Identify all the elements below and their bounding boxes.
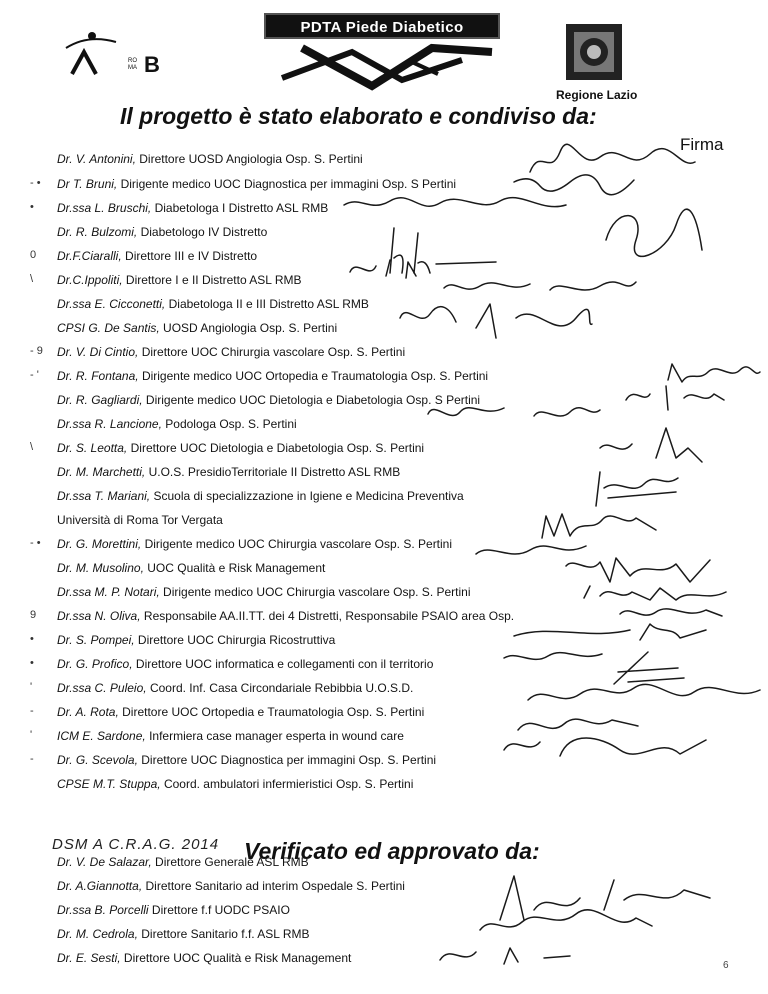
contributor-line [57, 657, 433, 671]
roma-small-text: RO MA [128, 58, 137, 71]
contributor-name: Dr. R. Gagliardi, [57, 393, 143, 407]
contributor-role: U.O.S. PresidioTerritoriale II Distretto ASL RMB [148, 465, 401, 479]
contributor-line [57, 561, 325, 575]
contributor-line [57, 465, 400, 479]
contributor-role: Dirigente medico UOC Dietologia e Diabetologia Osp. S Pertini [145, 393, 481, 407]
contributor-line [57, 585, 471, 599]
contributor-line [57, 705, 424, 719]
signature-desantis [396, 298, 596, 348]
approver-name: Dr.ssa B. Porcelli [57, 903, 149, 917]
contributor-line [57, 681, 413, 695]
margin-mark: • [30, 633, 34, 645]
contributor-line [57, 417, 297, 431]
contributor-role: Direttore UOC Diagnostica per immagini Osp. S. Pertini [141, 753, 437, 767]
contributor-name: CPSE M.T. Stuppa, [57, 777, 161, 791]
contributor-name: Dr. M. Musolino, [57, 561, 144, 575]
firma-label: Firma [680, 135, 724, 154]
approver-line [57, 855, 309, 869]
contributor-role: Direttore III e IV Distretto [125, 249, 258, 263]
margin-mark: \ [30, 273, 34, 285]
contributor-role: Direttore UOSD Angiologia Osp. S. Pertini [139, 152, 363, 166]
signature-sardone [524, 678, 764, 712]
approver-line [57, 951, 351, 965]
contributor-name: Dr. G. Scevola, [57, 753, 138, 767]
contributor-name: Dr. V. Di Cintio, [57, 345, 139, 359]
contributor-name: Dr. G. Morettini, [57, 537, 142, 551]
signature-stuppa [500, 726, 710, 766]
contributor-role: Scuola di specializzazione in Igiene e Medicina Preventiva [153, 489, 464, 503]
approver-name: Dr. M. Cedrola, [57, 927, 138, 941]
margin-mark: - • [30, 537, 41, 549]
signature-cedrola [476, 906, 656, 942]
contributor-name: Dr.F.Ciaralli, [57, 249, 122, 263]
contributor-role: Podologa Osp. S. Pertini [165, 417, 297, 431]
contributor-line [57, 633, 335, 647]
contributor-role: Dirigente medico UOC Chirurgia vascolare Osp. S. Pertini [144, 537, 453, 551]
contributor-line [57, 729, 404, 743]
approver-role: Direttore Sanitario f.f. ASL RMB [141, 927, 310, 941]
contributor-name: Dr.ssa E. Cicconetti, [57, 297, 166, 311]
regione-lazio-emblem [560, 18, 628, 86]
contributor-role: UOSD Angiologia Osp. S. Pertini [163, 321, 338, 335]
contributor-name: Dr.C.Ippoliti, [57, 273, 123, 287]
contributor-role: Diabetologa I Distretto ASL RMB [154, 201, 329, 215]
contributor-role: Direttore I e II Distretto ASL RMB [125, 273, 302, 287]
section-title-approved: Verificato ed approvato da: [244, 838, 540, 864]
contributor-line [57, 441, 424, 455]
contributor-line [57, 152, 363, 166]
contributor-role: Direttore UOC informatica e collegamenti con il territorio [135, 657, 434, 671]
running-figures-logo [262, 8, 502, 94]
logo-b: B [144, 52, 160, 77]
signature-lancione [424, 400, 604, 428]
contributor-name: Dr T. Bruni, [57, 177, 118, 191]
contributor-role: Direttore UOC Chirurgia Ricostruttiva [137, 633, 336, 647]
signature-profico [510, 620, 710, 646]
contributor-name: Dr. S. Leotta, [57, 441, 128, 455]
margin-mark: - • [30, 177, 41, 189]
contributor-role: Coord. Inf. Casa Circondariale Rebibbia U.O.S.D. [149, 681, 414, 695]
contributor-role: Direttore UOC Dietologia e Diabetologia Osp. S. Pertini [130, 441, 425, 455]
contributor-name: Dr.ssa C. Puleio, [57, 681, 147, 695]
signature-bruni [510, 172, 640, 194]
signature-notari [560, 552, 720, 586]
contributor-name: Dr. V. Antonini, [57, 152, 136, 166]
margin-mark: - ' [30, 369, 39, 381]
contributor-role: Infermiera case manager esperta in wound care [149, 729, 404, 743]
margin-mark: \ [30, 441, 34, 453]
contributor-line [57, 321, 337, 335]
approver-line [57, 879, 405, 893]
contributor-name: Dr.ssa R. Lancione, [57, 417, 162, 431]
contributor-role: Direttore UOC Chirurgia vascolare Osp. S. Pertini [141, 345, 406, 359]
contributor-role: Diabetologo IV Distretto [140, 225, 268, 239]
contributor-line [57, 345, 405, 359]
contributor-role: Dirigente medico UOC Chirurgia vascolare Osp. S. Pertini [163, 585, 471, 599]
margin-mark: - 9 [30, 345, 43, 357]
contributor-role: Direttore UOC Ortopedia e Traumatologia Osp. S. Pertini [122, 705, 425, 719]
pdta-banner: PDTA Piede Diabetico [264, 13, 500, 39]
margin-mark: - [30, 753, 34, 765]
contributor-line [57, 273, 302, 287]
contributor-role: Coord. ambulatori infermieristici Osp. S. Pertini [163, 777, 414, 791]
contributor-name: Dr.ssa L. Bruschi, [57, 201, 152, 215]
contributor-line [57, 297, 369, 311]
contributor-line [57, 225, 267, 239]
signature-morettini [536, 508, 676, 542]
region-label: Regione Lazio [556, 88, 638, 102]
section-title-elaborated: Il progetto è stato elaborato e condiviso da: [120, 103, 597, 129]
margin-mark: 0 [30, 249, 37, 261]
contributor-line [57, 369, 488, 383]
approver-role: Direttore Sanitario ad interim Ospedale S. Pertini [145, 879, 405, 893]
approver-name: Dr. V. De Salazar, [57, 855, 152, 869]
contributor-role: Responsabile AA.II.TT. dei 4 Distretti, Responsabile PSAIO area Osp. [143, 609, 515, 623]
margin-mark: - [30, 705, 34, 717]
contributor-line [57, 609, 514, 623]
contributor-name: Dr. A. Rota, [57, 705, 119, 719]
page-number: 6 [723, 960, 729, 971]
approver-role: Direttore Generale ASL RMB [155, 855, 309, 869]
margin-mark: • [30, 657, 34, 669]
signature-ciaralli [596, 200, 706, 260]
signature-bruschi [340, 193, 570, 217]
contributor-role: Università di Roma Tor Vergata [57, 513, 223, 527]
contributor-name: Dr. G. Profico, [57, 657, 133, 671]
contributor-name: Dr. S. Pompei, [57, 633, 135, 647]
handwritten-prefix: DSM A C.R.A.G. 2014 [52, 836, 220, 853]
contributor-line [57, 777, 413, 791]
approver-role: Direttore UOC Qualità e Risk Management [123, 951, 352, 965]
contributor-name: Dr. R. Fontana, [57, 369, 139, 383]
contributor-name: Dr. M. Marchetti, [57, 465, 146, 479]
contributor-role: Dirigente medico UOC Diagnostica per immagini Osp. S Pertini [120, 177, 457, 191]
margin-mark: 9 [30, 609, 37, 621]
signature-gagliardi [620, 380, 730, 414]
contributor-line [57, 393, 480, 407]
contributor-line [57, 513, 223, 527]
contributor-line [57, 489, 464, 503]
contributor-name: CPSI G. De Santis, [57, 321, 160, 335]
signature-leotta [596, 418, 706, 468]
signature-puleio [498, 646, 608, 668]
contributor-name: Dr.ssa T. Mariani, [57, 489, 151, 503]
contributor-role: Diabetologa II e III Distretto ASL RMB [168, 297, 369, 311]
contributor-line [57, 201, 328, 215]
approver-name: Dr. A.Giannotta, [57, 879, 143, 893]
contributor-line [57, 537, 452, 551]
signature-mariani [588, 466, 684, 510]
margin-mark: ' [30, 681, 33, 693]
approver-role: Direttore f.f UODC PSAIO [151, 903, 290, 917]
contributor-name: Dr.ssa N. Oliva, [57, 609, 141, 623]
margin-mark: ' [30, 729, 33, 741]
approver-line [57, 903, 290, 917]
contributor-name: Dr. R. Bulzomi, [57, 225, 138, 239]
contributor-name: Dr.ssa M. P. Notari, [57, 585, 160, 599]
contributor-line [57, 249, 257, 263]
margin-mark: • [30, 201, 34, 213]
approver-name: Dr. E. Sesti, [57, 951, 121, 965]
contributor-line [57, 177, 456, 191]
signature-sesti [434, 940, 574, 970]
contributor-role: UOC Qualità e Risk Management [147, 561, 326, 575]
approver-line [57, 927, 310, 941]
contributor-name: ICM E. Sardone, [57, 729, 146, 743]
contributor-line [57, 753, 436, 767]
contributor-role: Dirigente medico UOC Ortopedia e Traumatologia Osp. S. Pertini [141, 369, 489, 383]
